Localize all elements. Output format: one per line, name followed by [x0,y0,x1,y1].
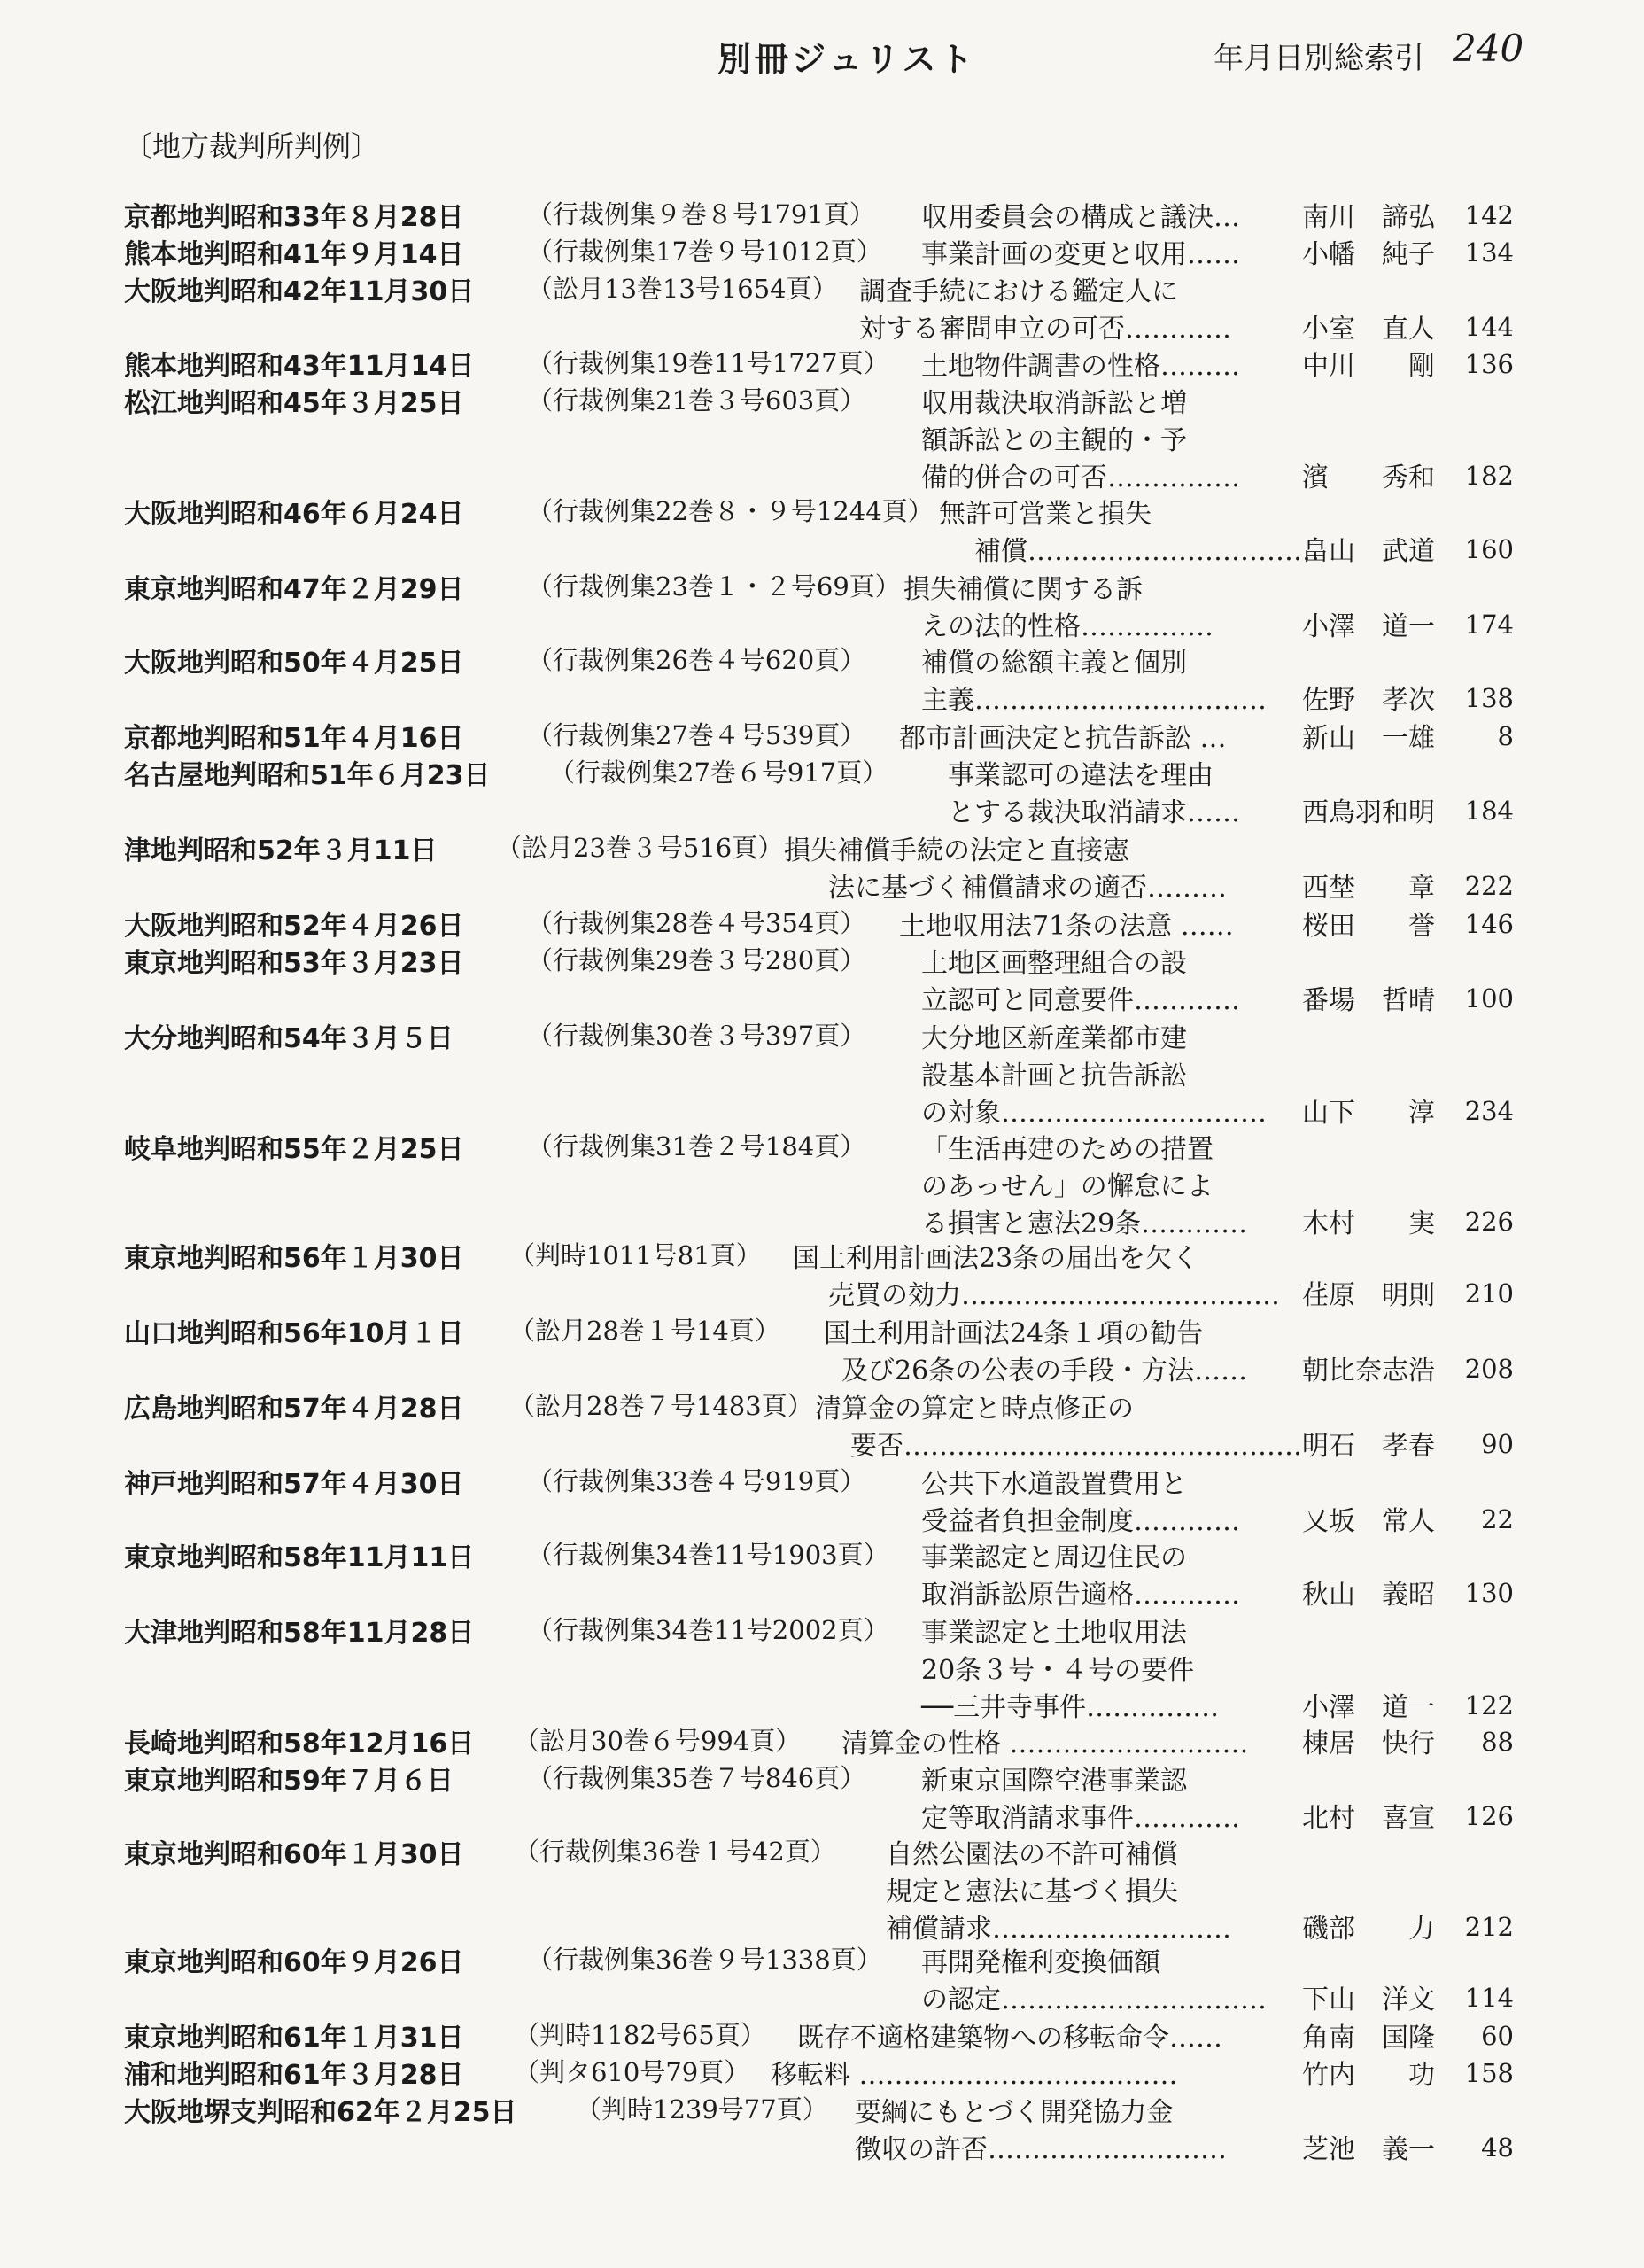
page-reference: 182 [1464,461,1514,491]
commentary-title: 清算金の算定と時点修正の [815,1394,1134,1425]
case-entry [0,2090,1644,2164]
entry-line [0,1348,1644,1384]
commentary-author: 磯部 力 [1302,1914,1435,1945]
commentary-title: 立認可と同意要件………… [921,985,1240,1016]
page-reference: 48 [1481,2132,1514,2163]
entry-line [0,678,1644,716]
commentary-title: えの法的性格…………… [921,611,1214,642]
commentary-title: 事業認定と周辺住民の [921,1542,1187,1573]
case-entry [0,1236,1644,1310]
entry-line [0,1273,1644,1309]
commentary-title: 国土利用計画法24条１項の勧告 [824,1318,1204,1349]
commentary-title: 無許可営業と損失 [939,499,1152,530]
court-decision: 山口地判昭和56年10月１日 [124,1318,464,1349]
entry-line [0,1759,1644,1797]
case-source: （行裁例集17巻９号1012頁） [527,237,882,267]
page-reference: 88 [1481,1727,1514,1757]
commentary-title: 要否……………………………………… [850,1431,1302,1462]
commentary-title: 額訴訟との主観的・予 [921,425,1187,456]
case-entry [0,1462,1644,1536]
entry-line [0,1164,1644,1200]
page-reference: 136 [1464,349,1514,379]
court-decision: 岐阜地判昭和55年２月25日 [124,1134,464,1165]
page-reference: 210 [1464,1278,1514,1309]
case-source: （行裁例集27巻４号539頁） [527,720,866,750]
case-source: （訟月28巻１号14頁） [509,1316,780,1346]
commentary-title: 再開発権利変換価額 [921,1947,1160,1978]
case-entry [0,195,1644,232]
entry-line [0,1685,1644,1723]
page-reference: 212 [1464,1912,1514,1942]
commentary-title: る損害と憲法29条………… [921,1208,1248,1239]
entry-line [0,418,1644,454]
entry-line [0,1832,1644,1868]
commentary-author: 山下 淳 [1302,1098,1435,1129]
case-source: （行裁例集31巻２号184頁） [527,1131,866,1161]
commentary-author: 小澤 道一 [1302,611,1435,642]
case-entry [0,492,1644,566]
page-reference: 146 [1464,909,1514,939]
court-decision: 東京地判昭和58年11月11日 [124,1542,475,1573]
commentary-title: 規定と憲法に基づく損失 [886,1876,1178,1907]
case-entry [0,641,1644,715]
entry-line [0,381,1644,419]
entry-line [0,529,1644,567]
case-source: （行裁例集34巻11号2002頁） [527,1615,889,1645]
court-decision: 大阪地判昭和42年11月30日 [124,276,475,307]
case-source: （行裁例集９巻８号1791頁） [527,199,875,229]
commentary-title: 補償…………………………… [974,536,1320,567]
entry-line [0,232,1644,268]
commentary-author: 小幡 純子 [1302,239,1435,270]
court-decision: 京都地判昭和51年４月16日 [124,723,464,754]
case-entry [0,1016,1644,1128]
entry-line [0,641,1644,679]
case-entry [0,1127,1644,1239]
court-decision: 松江地判昭和45年３月25日 [124,388,464,419]
publication-title: 別冊ジュリスト [717,40,977,79]
court-decision: 津地判昭和52年３月11日 [124,835,438,866]
section-title: 〔地方裁判所判例〕 [124,129,380,163]
commentary-author: 又坂 常人 [1302,1506,1435,1537]
commentary-author: 北村 喜宣 [1302,1803,1435,1834]
case-source: （行裁例集29巻３号280頁） [527,945,866,975]
page-reference: 160 [1464,534,1514,564]
court-decision: 大阪地判昭和46年６月24日 [124,499,464,530]
entry-line [0,1573,1644,1611]
entry-line [0,1940,1644,1976]
entry-line [0,1201,1644,1237]
commentary-title: 収用委員会の構成と議決… [921,202,1240,233]
entry-line [0,1977,1644,2016]
commentary-title: の対象………………………… [921,1098,1267,1129]
commentary-author: 南川 諦弘 [1302,202,1435,233]
entry-line [0,1462,1644,1500]
court-decision: 東京地判昭和59年７月６日 [124,1766,454,1797]
entry-line [0,790,1644,826]
page-reference: 174 [1464,610,1514,640]
commentary-title: 設基本計画と抗告訴訟 [921,1060,1187,1091]
entry-line [0,1127,1644,1165]
commentary-title: とする裁決取消請求…… [948,797,1240,828]
entry-line [0,753,1644,791]
case-source: （判タ610号79頁） [514,2057,750,2087]
commentary-title: 土地区画整理組合の設 [921,948,1187,979]
entry-line [0,2127,1644,2163]
case-entry [0,1311,1644,1386]
commentary-author: 朝比奈志浩 [1302,1355,1435,1386]
case-entry [0,2016,1644,2053]
commentary-title: 「生活再建のための措置 [921,1134,1214,1165]
page-reference: 134 [1464,237,1514,268]
case-source: （行裁例集19巻11号1727頁） [527,348,889,378]
commentary-title: 定等取消請求事件………… [921,1803,1240,1834]
commentary-title: 国土利用計画法23条の届出を欠く [793,1243,1199,1274]
page-reference: 122 [1464,1690,1514,1720]
entry-line [0,1311,1644,1347]
case-entry [0,381,1644,493]
entry-line [0,941,1644,979]
case-source: （行裁例集35巻７号846頁） [527,1763,866,1793]
court-decision: 大分地判昭和54年３月５日 [124,1023,454,1054]
page-reference: 222 [1464,871,1514,901]
court-decision: 熊本地判昭和43年11月14日 [124,351,475,382]
case-source: （訟月13巻13号1654頁） [527,274,838,304]
court-decision: 東京地判昭和61年１月31日 [124,2023,464,2054]
case-source: （行裁例集27巻６号917頁） [549,757,888,788]
commentary-title: 収用裁決取消訴訟と増 [921,388,1187,419]
page-reference: 8 [1497,721,1514,751]
case-entry [0,1759,1644,1833]
page-reference: 208 [1464,1354,1514,1384]
commentary-author: 芝池 義一 [1302,2134,1435,2165]
case-source: （行裁例集34巻11号1903頁） [527,1540,889,1570]
commentary-author: 濱 秀和 [1302,462,1435,493]
commentary-author: 西鳥羽和明 [1302,797,1435,828]
commentary-author: 桜田 誉 [1302,911,1435,942]
commentary-author: 畠山 武道 [1302,536,1435,567]
page-reference: 144 [1464,312,1514,342]
case-source: （行裁例集23巻１・２号69頁） [527,571,901,602]
entry-line [0,1053,1644,1089]
page-reference: 226 [1464,1207,1514,1237]
commentary-title: 損失補償に関する訴 [903,574,1143,605]
case-source: （判時1011号81頁） [509,1240,762,1270]
commentary-title: 20条３号・４号の要件 [921,1655,1195,1686]
commentary-title: 主義…………………………… [921,685,1267,716]
case-source: （訟月30巻６号994頁） [514,1726,802,1756]
entry-line [0,1091,1644,1129]
court-decision: 東京地判昭和53年３月23日 [124,948,464,979]
case-source: （判時1239号77頁） [576,2094,828,2124]
page-reference: 90 [1481,1429,1514,1459]
page-reference: 126 [1464,1801,1514,1831]
case-source: （行裁例集36巻１号42頁） [514,1837,836,1867]
page-reference: 234 [1464,1096,1514,1126]
case-source: （行裁例集36巻９号1338頁） [527,1945,882,1975]
page-reference: 22 [1481,1504,1514,1534]
commentary-author: 荏原 明則 [1302,1280,1435,1311]
case-entry [0,567,1644,641]
case-source: （行裁例集22巻８・９号1244頁） [527,496,934,526]
commentary-title: 備的併合の可否…………… [921,462,1240,493]
commentary-title: 取消訴訟原告適格………… [921,1580,1240,1611]
commentary-title: 損失補償手続の法定と直接憲 [784,835,1129,866]
case-entry [0,1611,1644,1722]
commentary-title: 公共下水道設置費用と [921,1469,1187,1500]
commentary-author: 佐野 孝次 [1302,685,1435,716]
commentary-title: 法に基づく補償請求の適否……… [828,873,1227,904]
case-entry [0,941,1644,1015]
court-decision: 東京地判昭和56年１月30日 [124,1243,464,1274]
court-decision: 名古屋地判昭和51年６月23日 [124,760,491,791]
commentary-title: 新東京国際空港事業認 [921,1766,1187,1797]
court-decision: 東京地判昭和47年２月29日 [124,574,464,605]
commentary-author: 番場 哲晴 [1302,985,1435,1016]
entry-line [0,2016,1644,2054]
entry-line [0,1424,1644,1462]
entry-line [0,1499,1644,1537]
case-entry [0,1535,1644,1610]
commentary-author: 新山 一雄 [1302,723,1435,754]
case-entry [0,753,1644,827]
index-label: 年月日別総索引 [1214,41,1424,76]
entry-line [0,604,1644,640]
case-entry [0,2053,1644,2090]
case-source: （行裁例集21巻３号603頁） [527,385,866,416]
commentary-title: ──三井寺事件…………… [921,1692,1220,1723]
entry-line [0,567,1644,605]
page-reference: 114 [1464,1983,1514,2013]
entry-line [0,978,1644,1014]
court-decision: 広島地判昭和57年４月28日 [124,1394,464,1425]
court-decision: 大阪地判昭和50年４月25日 [124,648,464,679]
entry-line [0,1016,1644,1052]
court-decision: 大津地判昭和58年11月28日 [124,1618,475,1649]
commentary-author: 明石 孝春 [1302,1431,1435,1462]
case-entry [0,1832,1644,1944]
case-entry [0,828,1644,903]
page-reference: 184 [1464,796,1514,826]
page-number: 240 [1453,27,1524,70]
case-entry [0,904,1644,941]
case-source: （行裁例集30巻３号397頁） [527,1021,866,1051]
commentary-title: 既存不適格建築物への移転命令…… [797,2023,1222,2054]
entry-line [0,344,1644,382]
court-decision: 東京地判昭和60年１月30日 [124,1839,464,1870]
commentary-author: 小澤 道一 [1302,1692,1435,1723]
entry-line [0,2053,1644,2091]
case-entry [0,269,1644,344]
court-decision: 浦和地判昭和61年３月28日 [124,2060,464,2091]
commentary-title: 土地物件調書の性格……… [921,351,1240,382]
commentary-title: 対する審問申立の可否………… [859,314,1231,345]
court-decision: 神戸地判昭和57年４月30日 [124,1469,464,1500]
page-reference: 100 [1464,983,1514,1014]
entry-line [0,866,1644,904]
commentary-title: 補償の総額主義と個別 [921,648,1187,679]
commentary-author: 西埜 章 [1302,873,1435,904]
commentary-title: のあっせん」の懈怠によ [921,1171,1214,1202]
commentary-title: 要綱にもとづく開発協力金 [855,2097,1174,2128]
commentary-author: 下山 洋文 [1302,1984,1435,2016]
page-reference: 138 [1464,683,1514,713]
commentary-title: 調査手続における鑑定人に [859,276,1178,307]
entry-line [0,195,1644,233]
commentary-title: 自然公園法の不許可補償 [886,1839,1178,1870]
entry-line [0,1721,1644,1757]
commentary-title: 売買の効力……………………………… [828,1280,1280,1311]
entry-line [0,269,1644,305]
case-source: （訟月23巻３号516頁） [496,833,784,863]
commentary-author: 棟居 快行 [1302,1728,1435,1759]
case-entry [0,232,1644,269]
commentary-author: 小室 直人 [1302,314,1435,345]
page-reference: 60 [1481,2021,1514,2051]
commentary-author: 角南 国隆 [1302,2023,1435,2054]
commentary-title: 事業認定と土地収用法 [921,1618,1187,1649]
case-source: （訟月28巻７号1483頁） [509,1391,813,1421]
page-reference: 158 [1464,2058,1514,2088]
commentary-title: 都市計画決定と抗告訴訟 … [899,723,1227,754]
entry-line [0,1869,1644,1905]
case-entry [0,1386,1644,1461]
case-source: （判時1182号65頁） [514,2020,766,2050]
entry-line [0,1386,1644,1425]
entry-line [0,1796,1644,1834]
court-decision: 東京地判昭和60年９月26日 [124,1947,464,1978]
commentary-title: 大分地区新産業都市建 [921,1023,1187,1054]
entry-line [0,1535,1644,1571]
page-header [0,27,1644,80]
commentary-title: 受益者負担金制度………… [921,1506,1240,1537]
entry-line [0,2090,1644,2128]
commentary-title: 清算金の性格 ……………………… [841,1728,1249,1759]
commentary-title: 土地収用法71条の法意 …… [899,911,1234,942]
commentary-title: 事業認可の違法を理由 [948,760,1214,791]
entry-line [0,1236,1644,1274]
case-entry [0,344,1644,381]
court-decision: 京都地判昭和33年８月28日 [124,202,464,233]
entry-line [0,904,1644,942]
commentary-title: 事業計画の変更と収用…… [921,239,1240,270]
case-source: （行裁例集26巻４号620頁） [527,645,866,675]
commentary-author: 木村 実 [1302,1208,1435,1239]
case-entry [0,1721,1644,1759]
commentary-title: の認定………………………… [921,1984,1267,2016]
page-reference: 142 [1464,200,1514,230]
entry-line [0,716,1644,754]
entry-line [0,455,1644,491]
commentary-title: 及び26条の公表の手段・方法…… [841,1355,1248,1386]
court-decision: 大阪地堺支判昭和62年２月25日 [124,2097,517,2128]
court-decision: 大阪地判昭和52年４月26日 [124,911,464,942]
entry-line [0,492,1644,530]
case-source: （行裁例集33巻４号919頁） [527,1466,866,1496]
case-entry [0,1940,1644,2015]
case-entry [0,716,1644,753]
entry-line [0,1611,1644,1649]
entry-line [0,1907,1644,1945]
commentary-title: 徴収の許否……………………… [855,2134,1227,2165]
page-reference: 130 [1464,1578,1514,1608]
entry-line [0,307,1644,345]
court-decision: 熊本地判昭和41年９月14日 [124,239,464,270]
commentary-author: 秋山 義昭 [1302,1580,1435,1611]
commentary-title: 移転料 ……………………………… [771,2060,1178,2091]
commentary-title: 補償請求……………………… [886,1914,1231,1945]
court-decision: 長崎地判昭和58年12月16日 [124,1728,475,1759]
entry-line [0,1648,1644,1686]
case-source: （行裁例集28巻４号354頁） [527,908,866,938]
entry-line [0,828,1644,864]
commentary-author: 中川 剛 [1302,351,1435,382]
commentary-author: 竹内 功 [1302,2060,1435,2091]
